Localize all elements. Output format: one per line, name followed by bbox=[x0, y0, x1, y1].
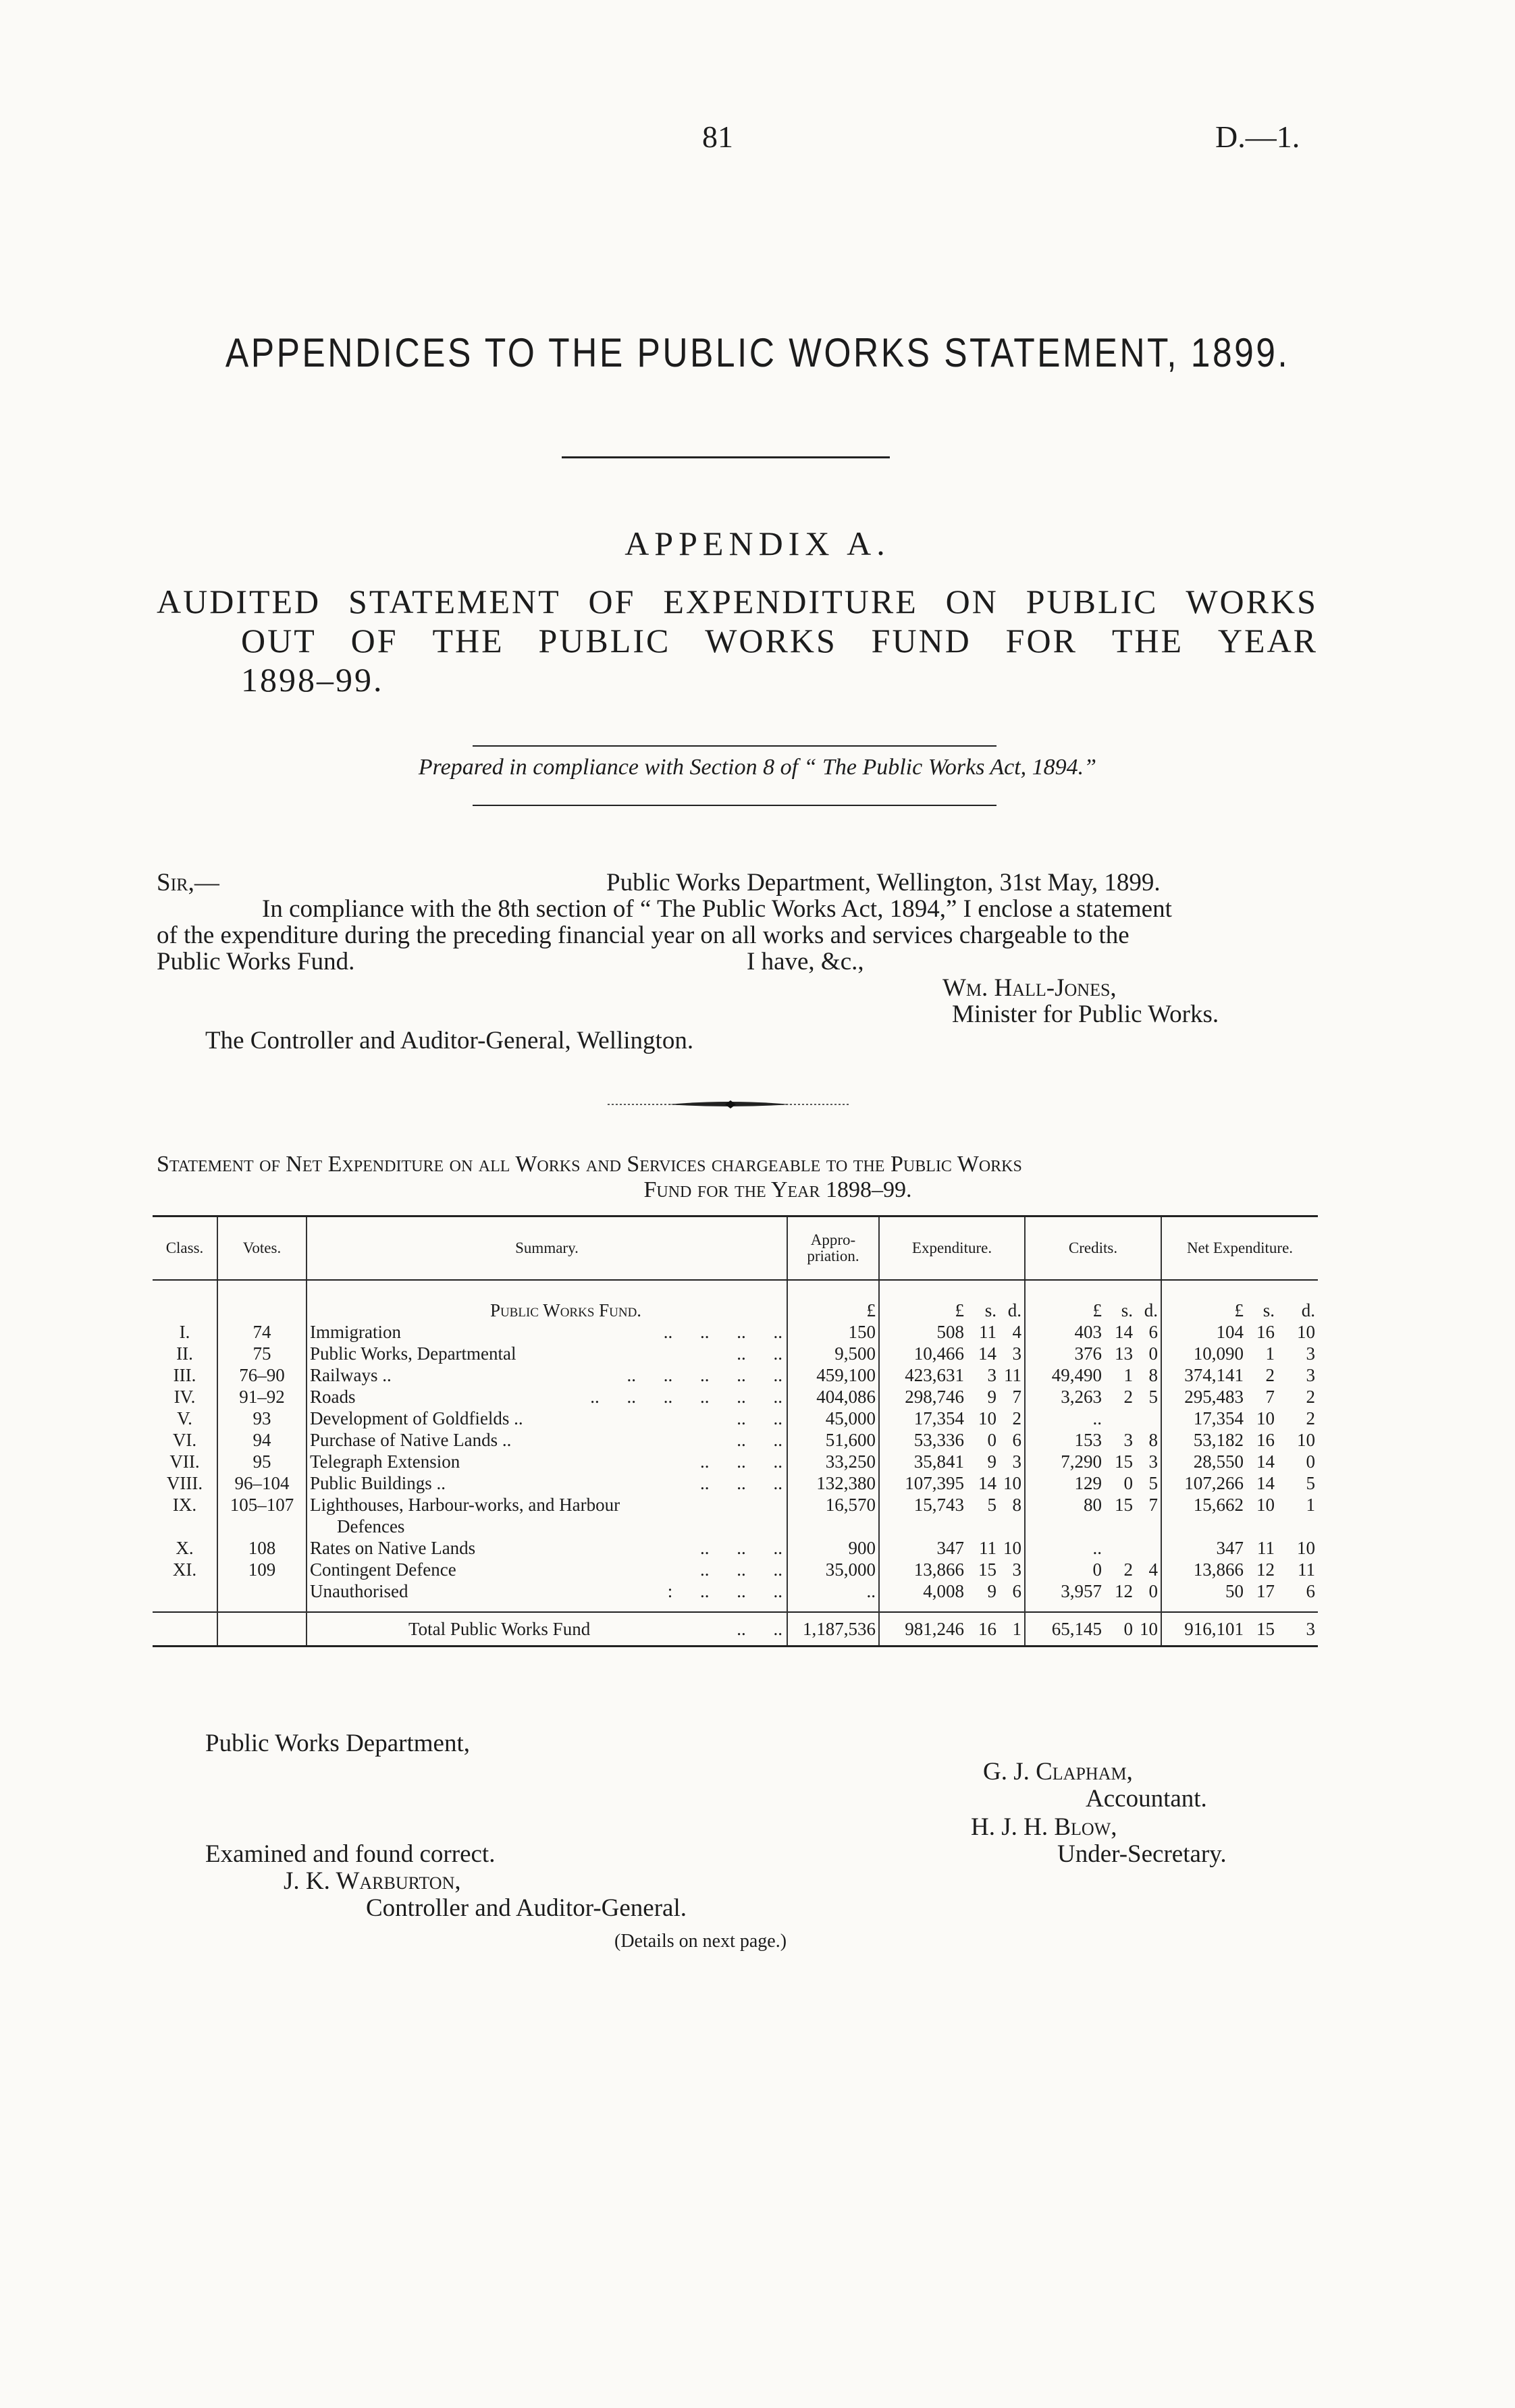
credits-shillings: 15 bbox=[1115, 1495, 1133, 1515]
net-pounds: 10,090 bbox=[1193, 1343, 1244, 1364]
department-label: Public Works Department, bbox=[205, 1730, 470, 1757]
net-pence: 5 bbox=[1306, 1473, 1315, 1493]
table-row bbox=[153, 1559, 1318, 1580]
net-pounds: 374,141 bbox=[1184, 1365, 1244, 1385]
summary-text: Development of Goldfields .. bbox=[310, 1408, 523, 1428]
class-cell: IX. bbox=[153, 1494, 217, 1537]
expenditure-shillings: 9 bbox=[987, 1451, 996, 1472]
leader-dots: .. .. .. .. .. .. bbox=[590, 1387, 782, 1407]
addressee: The Controller and Auditor-General, Wellington. bbox=[205, 1027, 694, 1054]
leader-dots: .. .. bbox=[737, 1430, 782, 1450]
examined-note: Examined and found correct. bbox=[205, 1840, 496, 1868]
net-shillings: 16 bbox=[1256, 1322, 1275, 1342]
class-cell: V. bbox=[153, 1408, 217, 1429]
credits-pounds: 80 bbox=[1084, 1495, 1102, 1515]
expenditure-pounds: 298,746 bbox=[905, 1387, 964, 1407]
class-cell: VIII. bbox=[153, 1472, 217, 1494]
title-word: THE bbox=[1111, 622, 1184, 660]
net-shillings: 16 bbox=[1256, 1430, 1275, 1450]
unit-shilling: s. bbox=[1121, 1300, 1133, 1320]
page-number: 81 bbox=[702, 119, 733, 154]
header-votes: Votes. bbox=[217, 1216, 307, 1281]
units-row bbox=[153, 1300, 1318, 1321]
appropriation-cell: 51,600 bbox=[787, 1429, 879, 1451]
credits-pounds: 376 bbox=[1074, 1343, 1102, 1364]
appropriation-cell: 404,086 bbox=[787, 1386, 879, 1408]
credits-pence: 5 bbox=[1136, 1386, 1161, 1408]
net-shillings: 1 bbox=[1265, 1343, 1275, 1364]
expenditure-pounds: 508 bbox=[936, 1322, 964, 1342]
expenditure-pounds: 53,336 bbox=[913, 1430, 964, 1450]
net-pence: 10 bbox=[1297, 1322, 1315, 1342]
divider-rule bbox=[562, 456, 890, 458]
votes-cell: 96–104 bbox=[217, 1472, 307, 1494]
title-word: FOR bbox=[1005, 622, 1078, 660]
credits-pounds: 3,263 bbox=[1061, 1387, 1102, 1407]
unit-pence: d. bbox=[1136, 1300, 1161, 1321]
expenditure-shillings: 10 bbox=[978, 1408, 996, 1428]
unit-pound: £ bbox=[1234, 1300, 1244, 1320]
title-word: ON bbox=[945, 583, 999, 620]
net-pence: 10 bbox=[1297, 1430, 1315, 1450]
votes-cell: 91–92 bbox=[217, 1386, 307, 1408]
net-pence: 3 bbox=[1306, 1343, 1315, 1364]
title-word: OF bbox=[350, 622, 398, 660]
expenditure-pence: 8 bbox=[999, 1494, 1025, 1537]
total-expenditure-pence: 1 bbox=[999, 1612, 1025, 1647]
header-appropriation: Appro-priation. bbox=[787, 1216, 879, 1281]
expenditure-shillings: 3 bbox=[987, 1365, 996, 1385]
ornament-divider bbox=[608, 1099, 851, 1110]
net-pounds: 53,182 bbox=[1193, 1430, 1244, 1450]
table-row bbox=[153, 1386, 1318, 1408]
summary-text: Public Works, Departmental bbox=[310, 1343, 516, 1364]
statement-heading-line: Statement of Net Expenditure on all Works and Services chargeable to the Public Works bbox=[157, 1152, 1022, 1177]
expenditure-shillings: 11 bbox=[979, 1538, 996, 1558]
credits-pence: 8 bbox=[1136, 1364, 1161, 1386]
class-cell: I. bbox=[153, 1321, 217, 1343]
expenditure-pence: 4 bbox=[999, 1321, 1025, 1343]
expenditure-pence: 3 bbox=[999, 1559, 1025, 1580]
table-row bbox=[153, 1429, 1318, 1451]
expenditure-pounds: 4,008 bbox=[923, 1581, 964, 1601]
appropriation-cell: 16,570 bbox=[787, 1494, 879, 1537]
class-cell: VII. bbox=[153, 1451, 217, 1472]
title-word: STATEMENT bbox=[348, 583, 561, 620]
expenditure-pounds: 15,743 bbox=[913, 1495, 964, 1515]
total-expenditure-pounds: 981,246 bbox=[879, 1612, 967, 1647]
credits-pence: 0 bbox=[1136, 1580, 1161, 1602]
votes-cell: 109 bbox=[217, 1559, 307, 1580]
table-row bbox=[153, 1321, 1318, 1343]
appropriation-cell: 150 bbox=[787, 1321, 879, 1343]
title-word: WORKS bbox=[1186, 583, 1318, 620]
expenditure-pence: 6 bbox=[999, 1580, 1025, 1602]
net-pounds: 28,550 bbox=[1193, 1451, 1244, 1472]
document-reference: D.—1. bbox=[1215, 119, 1300, 154]
class-cell: III. bbox=[153, 1364, 217, 1386]
credits-pence: 5 bbox=[1136, 1472, 1161, 1494]
credits-shillings: 15 bbox=[1115, 1451, 1133, 1472]
appendix-label: APPENDIX A. bbox=[624, 525, 891, 562]
unit-shilling: s. bbox=[1262, 1300, 1275, 1320]
net-pence: 10 bbox=[1297, 1538, 1315, 1558]
controller-name: J. K. Warburton, bbox=[284, 1867, 461, 1895]
unit-shilling: s. bbox=[984, 1300, 996, 1320]
expenditure-shillings: 15 bbox=[978, 1559, 996, 1580]
expenditure-pence: 7 bbox=[999, 1386, 1025, 1408]
net-pence: 0 bbox=[1306, 1451, 1315, 1472]
summary-text: Contingent Defence bbox=[310, 1559, 456, 1580]
net-pence: 6 bbox=[1306, 1581, 1315, 1601]
expenditure-shillings: 9 bbox=[987, 1581, 996, 1601]
expenditure-pence: 10 bbox=[999, 1472, 1025, 1494]
class-cell: X. bbox=[153, 1537, 217, 1559]
header-class: Class. bbox=[153, 1216, 217, 1281]
summary-cell bbox=[307, 1559, 787, 1580]
title-word: AUDITED bbox=[157, 583, 321, 620]
summary-cell bbox=[307, 1494, 787, 1537]
title-word: PUBLIC bbox=[1026, 583, 1159, 620]
credits-pounds: .. bbox=[1092, 1408, 1102, 1428]
summary-text: Immigration bbox=[310, 1322, 401, 1342]
continued-note: (Details on next page.) bbox=[614, 1931, 787, 1952]
appendix-title bbox=[157, 582, 1318, 699]
credits-shillings: 14 bbox=[1115, 1322, 1133, 1342]
net-shillings: 7 bbox=[1265, 1387, 1275, 1407]
expenditure-shillings: 5 bbox=[987, 1495, 996, 1515]
class-cell: IV. bbox=[153, 1386, 217, 1408]
credits-shillings: 13 bbox=[1115, 1343, 1133, 1364]
summary-text: Telegraph Extension bbox=[310, 1451, 460, 1472]
credits-pounds: 0 bbox=[1092, 1559, 1102, 1580]
accountant-title: Accountant. bbox=[1086, 1785, 1207, 1813]
class-cell bbox=[153, 1580, 217, 1602]
net-pounds: 107,266 bbox=[1184, 1473, 1244, 1493]
summary-cell bbox=[307, 1472, 787, 1494]
net-pence: 3 bbox=[1306, 1365, 1315, 1385]
net-pounds: 15,662 bbox=[1193, 1495, 1244, 1515]
total-expenditure-shillings: 16 bbox=[967, 1612, 999, 1647]
expenditure-shillings: 14 bbox=[978, 1343, 996, 1364]
credits-shillings bbox=[1105, 1408, 1136, 1429]
votes-cell: 93 bbox=[217, 1408, 307, 1429]
expenditure-pounds: 10,466 bbox=[913, 1343, 964, 1364]
credits-pounds: 153 bbox=[1074, 1430, 1102, 1450]
votes-cell: 76–90 bbox=[217, 1364, 307, 1386]
votes-cell: 105–107 bbox=[217, 1494, 307, 1537]
unit-pound: £ bbox=[1092, 1300, 1102, 1320]
expenditure-pounds: 347 bbox=[936, 1538, 964, 1558]
credits-shillings: 0 bbox=[1123, 1473, 1133, 1493]
credits-pence: 4 bbox=[1136, 1559, 1161, 1580]
net-shillings: 11 bbox=[1257, 1538, 1275, 1558]
class-cell: VI. bbox=[153, 1429, 217, 1451]
credits-pounds: 3,957 bbox=[1061, 1581, 1102, 1601]
expenditure-pounds: 17,354 bbox=[913, 1408, 964, 1428]
header-credits: Credits. bbox=[1025, 1216, 1161, 1281]
expenditure-shillings: 0 bbox=[987, 1430, 996, 1450]
summary-text: Roads bbox=[310, 1387, 356, 1407]
total-net-shillings: 15 bbox=[1246, 1612, 1277, 1647]
net-shillings: 14 bbox=[1256, 1473, 1275, 1493]
credits-pounds: .. bbox=[1092, 1538, 1102, 1558]
net-shillings: 10 bbox=[1256, 1408, 1275, 1428]
net-pounds: 13,866 bbox=[1193, 1559, 1244, 1580]
title-word: EXPENDITURE bbox=[663, 583, 918, 620]
leader-dots: .. .. .. .. bbox=[663, 1322, 782, 1342]
signatory-name: Wm. Hall-Jones, bbox=[942, 974, 1117, 1002]
table-row bbox=[153, 1494, 1318, 1537]
appropriation-cell: 132,380 bbox=[787, 1472, 879, 1494]
summary-cell bbox=[307, 1408, 787, 1429]
summary-text: Railways .. bbox=[310, 1365, 392, 1385]
class-cell: II. bbox=[153, 1343, 217, 1364]
letter-body-line: Public Works Fund. bbox=[157, 948, 355, 975]
leader-dots: .. .. bbox=[737, 1408, 782, 1428]
net-shillings: 17 bbox=[1256, 1581, 1275, 1601]
summary-cell bbox=[307, 1537, 787, 1559]
credits-pounds: 403 bbox=[1074, 1322, 1102, 1342]
summary-text: Defences bbox=[337, 1516, 405, 1536]
net-pence: 1 bbox=[1306, 1495, 1315, 1515]
header-expenditure: Expenditure. bbox=[879, 1216, 1025, 1281]
unit-pound: £ bbox=[955, 1300, 964, 1320]
net-shillings: 2 bbox=[1265, 1365, 1275, 1385]
summary-cell bbox=[307, 1580, 787, 1602]
credits-pounds: 129 bbox=[1074, 1473, 1102, 1493]
expenditure-pence: 3 bbox=[999, 1451, 1025, 1472]
leader-dots: .. .. .. .. .. bbox=[627, 1365, 782, 1385]
total-credits-pence: 10 bbox=[1136, 1612, 1161, 1647]
credits-shillings: 2 bbox=[1123, 1559, 1133, 1580]
letter-body-line: In compliance with the 8th section of “ The Public Works Act, 1894,” I enclose a statement bbox=[262, 895, 1172, 923]
class-cell bbox=[153, 1612, 217, 1647]
expenditure-pounds: 13,866 bbox=[913, 1559, 964, 1580]
title-word: PUBLIC bbox=[538, 622, 671, 660]
credits-shillings: 2 bbox=[1123, 1387, 1133, 1407]
net-pounds: 295,483 bbox=[1184, 1387, 1244, 1407]
appropriation-cell: 900 bbox=[787, 1537, 879, 1559]
total-net-pence: 3 bbox=[1277, 1612, 1318, 1647]
total-label-cell bbox=[307, 1612, 787, 1647]
table-row bbox=[153, 1580, 1318, 1602]
expenditure-pence: 2 bbox=[999, 1408, 1025, 1429]
leader-dots: .. .. .. bbox=[700, 1559, 782, 1580]
title-word: THE bbox=[432, 622, 504, 660]
table-row bbox=[153, 1408, 1318, 1429]
credits-shillings bbox=[1105, 1537, 1136, 1559]
votes-cell: 75 bbox=[217, 1343, 307, 1364]
table-row bbox=[153, 1364, 1318, 1386]
credits-shillings: 12 bbox=[1115, 1581, 1133, 1601]
summary-text: Lighthouses, Harbour-works, and Harbour bbox=[310, 1495, 620, 1515]
accountant-name: G. J. Clapham, bbox=[983, 1758, 1133, 1786]
title-word: WORKS bbox=[705, 622, 837, 660]
appropriation-cell: 459,100 bbox=[787, 1364, 879, 1386]
header-summary: Summary. bbox=[307, 1216, 787, 1281]
credits-shillings: 3 bbox=[1123, 1430, 1133, 1450]
appropriation-cell: 33,250 bbox=[787, 1451, 879, 1472]
appropriation-cell: 35,000 bbox=[787, 1559, 879, 1580]
summary-text: Purchase of Native Lands .. bbox=[310, 1430, 512, 1450]
votes-cell: 108 bbox=[217, 1537, 307, 1559]
summary-cell bbox=[307, 1364, 787, 1386]
leader-dots: .. .. bbox=[737, 1343, 782, 1364]
under-secretary-name: H. J. H. Blow, bbox=[971, 1813, 1117, 1841]
credits-pence bbox=[1136, 1408, 1161, 1429]
unit-pence: d. bbox=[1301, 1300, 1315, 1320]
credits-pounds: 49,490 bbox=[1051, 1365, 1102, 1385]
summary-text: Rates on Native Lands bbox=[310, 1538, 476, 1558]
statement-heading-line: Fund for the Year 1898–99. bbox=[643, 1177, 912, 1202]
title-word: YEAR bbox=[1217, 622, 1318, 660]
under-secretary-title: Under-Secretary. bbox=[1057, 1840, 1227, 1868]
net-pence: 2 bbox=[1306, 1408, 1315, 1428]
net-pence: 11 bbox=[1298, 1559, 1315, 1580]
summary-cell bbox=[307, 1343, 787, 1364]
votes-cell: 94 bbox=[217, 1429, 307, 1451]
title-word: OUT bbox=[241, 622, 317, 660]
table-row bbox=[153, 1343, 1318, 1364]
appropriation-cell: .. bbox=[787, 1580, 879, 1602]
votes-cell: 74 bbox=[217, 1321, 307, 1343]
expenditure-shillings: 9 bbox=[987, 1387, 996, 1407]
salutation: Sir,— bbox=[157, 869, 219, 897]
table-row bbox=[153, 1451, 1318, 1472]
fund-heading: Public Works Fund. bbox=[307, 1300, 787, 1321]
total-net-pounds: 916,101 bbox=[1161, 1612, 1246, 1647]
expenditure-shillings: 11 bbox=[979, 1322, 996, 1342]
leader-dots: .. .. .. bbox=[700, 1538, 782, 1558]
votes-cell bbox=[217, 1612, 307, 1647]
summary-cell bbox=[307, 1451, 787, 1472]
net-pence: 2 bbox=[1306, 1387, 1315, 1407]
table-row bbox=[153, 1472, 1318, 1494]
expenditure-pence: 10 bbox=[999, 1537, 1025, 1559]
expenditure-pence: 6 bbox=[999, 1429, 1025, 1451]
appropriation-cell: 45,000 bbox=[787, 1408, 879, 1429]
prepared-note: Prepared in compliance with Section 8 of “ The Public Works Act, 1894.” bbox=[418, 755, 1097, 780]
votes-cell bbox=[217, 1580, 307, 1602]
total-appropriation: 1,187,536 bbox=[787, 1612, 879, 1647]
leader-dots: : .. .. .. bbox=[667, 1581, 782, 1601]
net-shillings: 14 bbox=[1256, 1451, 1275, 1472]
divider-rule bbox=[473, 745, 996, 747]
total-credits-pounds: 65,145 bbox=[1025, 1612, 1105, 1647]
main-title: APPENDICES TO THE PUBLIC WORKS STATEMENT, 1899. bbox=[225, 330, 1290, 375]
summary-cell bbox=[307, 1386, 787, 1408]
net-shillings: 12 bbox=[1256, 1559, 1275, 1580]
net-pounds: 50 bbox=[1225, 1581, 1244, 1601]
unit-pound: £ bbox=[787, 1300, 879, 1321]
votes-cell: 95 bbox=[217, 1451, 307, 1472]
expenditure-pounds: 423,631 bbox=[905, 1365, 964, 1385]
credits-shillings: 1 bbox=[1123, 1365, 1133, 1385]
credits-pence bbox=[1136, 1537, 1161, 1559]
credits-pounds: 7,290 bbox=[1061, 1451, 1102, 1472]
divider-rule bbox=[473, 805, 996, 806]
title-year: 1898–99. bbox=[241, 661, 384, 699]
dateline: Public Works Department, Wellington, 31st May, 1899. bbox=[606, 869, 1161, 897]
expenditure-table bbox=[153, 1215, 1318, 1647]
total-label: Total Public Works Fund bbox=[408, 1619, 591, 1639]
expenditure-pounds: 107,395 bbox=[905, 1473, 964, 1493]
controller-title: Controller and Auditor-General. bbox=[366, 1894, 687, 1922]
leader-dots: .. .. .. bbox=[700, 1473, 782, 1493]
statement-heading bbox=[157, 1152, 1318, 1203]
signatory-title: Minister for Public Works. bbox=[952, 1000, 1219, 1028]
total-credits-shillings: 0 bbox=[1105, 1612, 1136, 1647]
letter-body-line: of the expenditure during the preceding financial year on all works and services chargeable to the bbox=[157, 921, 1129, 949]
total-row bbox=[153, 1612, 1318, 1647]
net-pounds: 347 bbox=[1216, 1538, 1244, 1558]
leader-dots: .. .. .. bbox=[700, 1451, 782, 1472]
expenditure-pounds: 35,841 bbox=[913, 1451, 964, 1472]
net-pounds: 17,354 bbox=[1193, 1408, 1244, 1428]
summary-cell bbox=[307, 1429, 787, 1451]
closing: I have, &c., bbox=[747, 948, 864, 975]
leader-dots: .. .. bbox=[737, 1619, 782, 1639]
class-cell: XI. bbox=[153, 1559, 217, 1580]
credits-pence: 0 bbox=[1136, 1343, 1161, 1364]
credits-pence: 7 bbox=[1136, 1494, 1161, 1537]
credits-pence: 6 bbox=[1136, 1321, 1161, 1343]
cover-letter bbox=[157, 869, 1318, 1054]
expenditure-pence: 3 bbox=[999, 1343, 1025, 1364]
net-pounds: 104 bbox=[1216, 1322, 1244, 1342]
net-shillings: 10 bbox=[1256, 1495, 1275, 1515]
header-net-expenditure: Net Expenditure. bbox=[1161, 1216, 1318, 1281]
table-row bbox=[153, 1537, 1318, 1559]
credits-pence: 8 bbox=[1136, 1429, 1161, 1451]
summary-text: Unauthorised bbox=[310, 1581, 408, 1601]
summary-cell bbox=[307, 1321, 787, 1343]
title-word: FUND bbox=[871, 622, 972, 660]
title-word: OF bbox=[588, 583, 636, 620]
unit-pence: d. bbox=[999, 1300, 1025, 1321]
summary-text: Public Buildings .. bbox=[310, 1473, 446, 1493]
appropriation-cell: 9,500 bbox=[787, 1343, 879, 1364]
expenditure-pence: 11 bbox=[999, 1364, 1025, 1386]
credits-pence: 3 bbox=[1136, 1451, 1161, 1472]
expenditure-shillings: 14 bbox=[978, 1473, 996, 1493]
